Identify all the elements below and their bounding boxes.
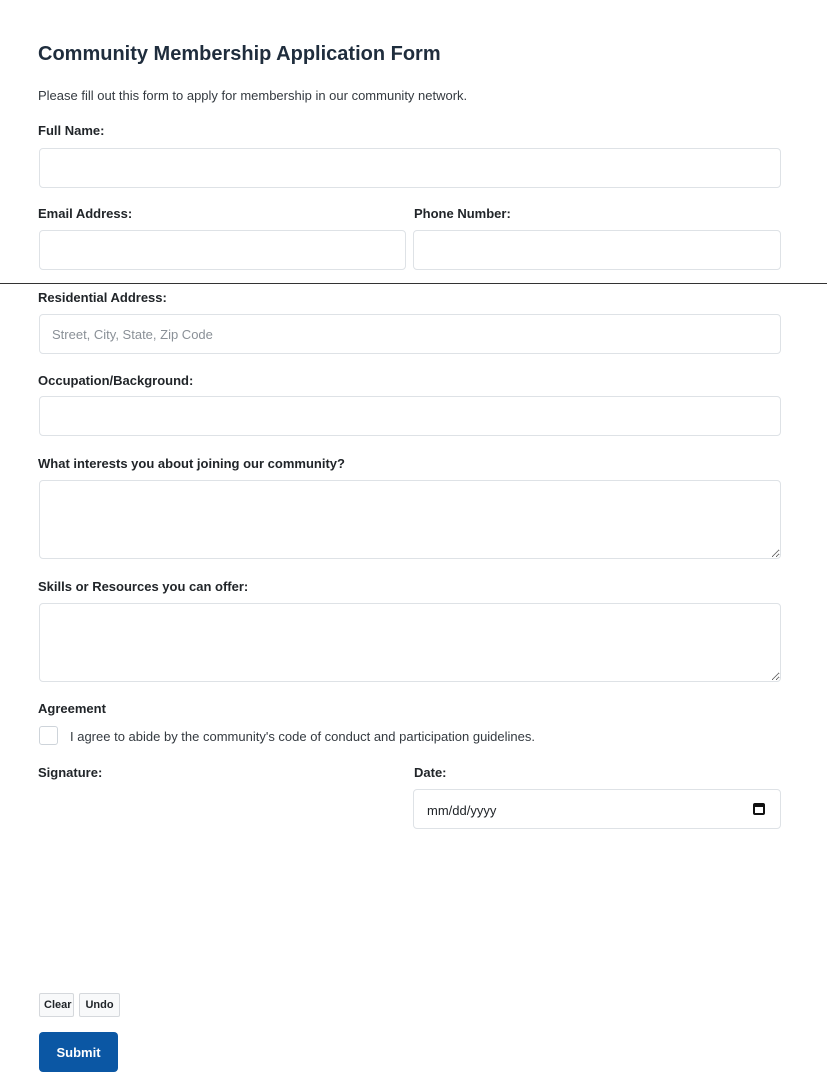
date-input[interactable] <box>413 789 781 829</box>
email-label: Email Address: <box>38 206 133 221</box>
occupation-input[interactable] <box>39 396 781 436</box>
agreement-heading: Agreement <box>38 701 106 716</box>
full-name-label: Full Name: <box>38 123 105 138</box>
agreement-checkbox-label[interactable]: I agree to abide by the community's code of conduct and participation guidelines. <box>70 729 535 744</box>
phone-input[interactable] <box>413 230 781 270</box>
interests-label: What interests you about joining our community? <box>38 456 345 471</box>
skills-textarea[interactable] <box>39 603 781 682</box>
signature-label: Signature: <box>38 765 103 780</box>
email-input[interactable] <box>39 230 406 270</box>
agreement-checkbox[interactable] <box>39 726 58 745</box>
date-placeholder: mm/dd/yyyy <box>427 803 497 818</box>
phone-label: Phone Number: <box>414 206 511 221</box>
clear-signature-button[interactable]: Clear <box>39 993 74 1017</box>
skills-label: Skills or Resources you can offer: <box>38 579 249 594</box>
undo-signature-button[interactable]: Undo <box>79 993 120 1017</box>
interests-textarea[interactable] <box>39 480 781 559</box>
calendar-icon[interactable] <box>753 803 765 815</box>
address-label: Residential Address: <box>38 290 167 305</box>
divider <box>0 283 827 284</box>
form-intro: Please fill out this form to apply for membership in our community network. <box>38 88 468 103</box>
address-input[interactable] <box>39 314 781 354</box>
date-label: Date: <box>414 765 447 780</box>
submit-button[interactable]: Submit <box>39 1032 118 1072</box>
occupation-label: Occupation/Background: <box>38 373 194 388</box>
page-title: Community Membership Application Form <box>38 43 441 65</box>
full-name-input[interactable] <box>39 148 781 188</box>
